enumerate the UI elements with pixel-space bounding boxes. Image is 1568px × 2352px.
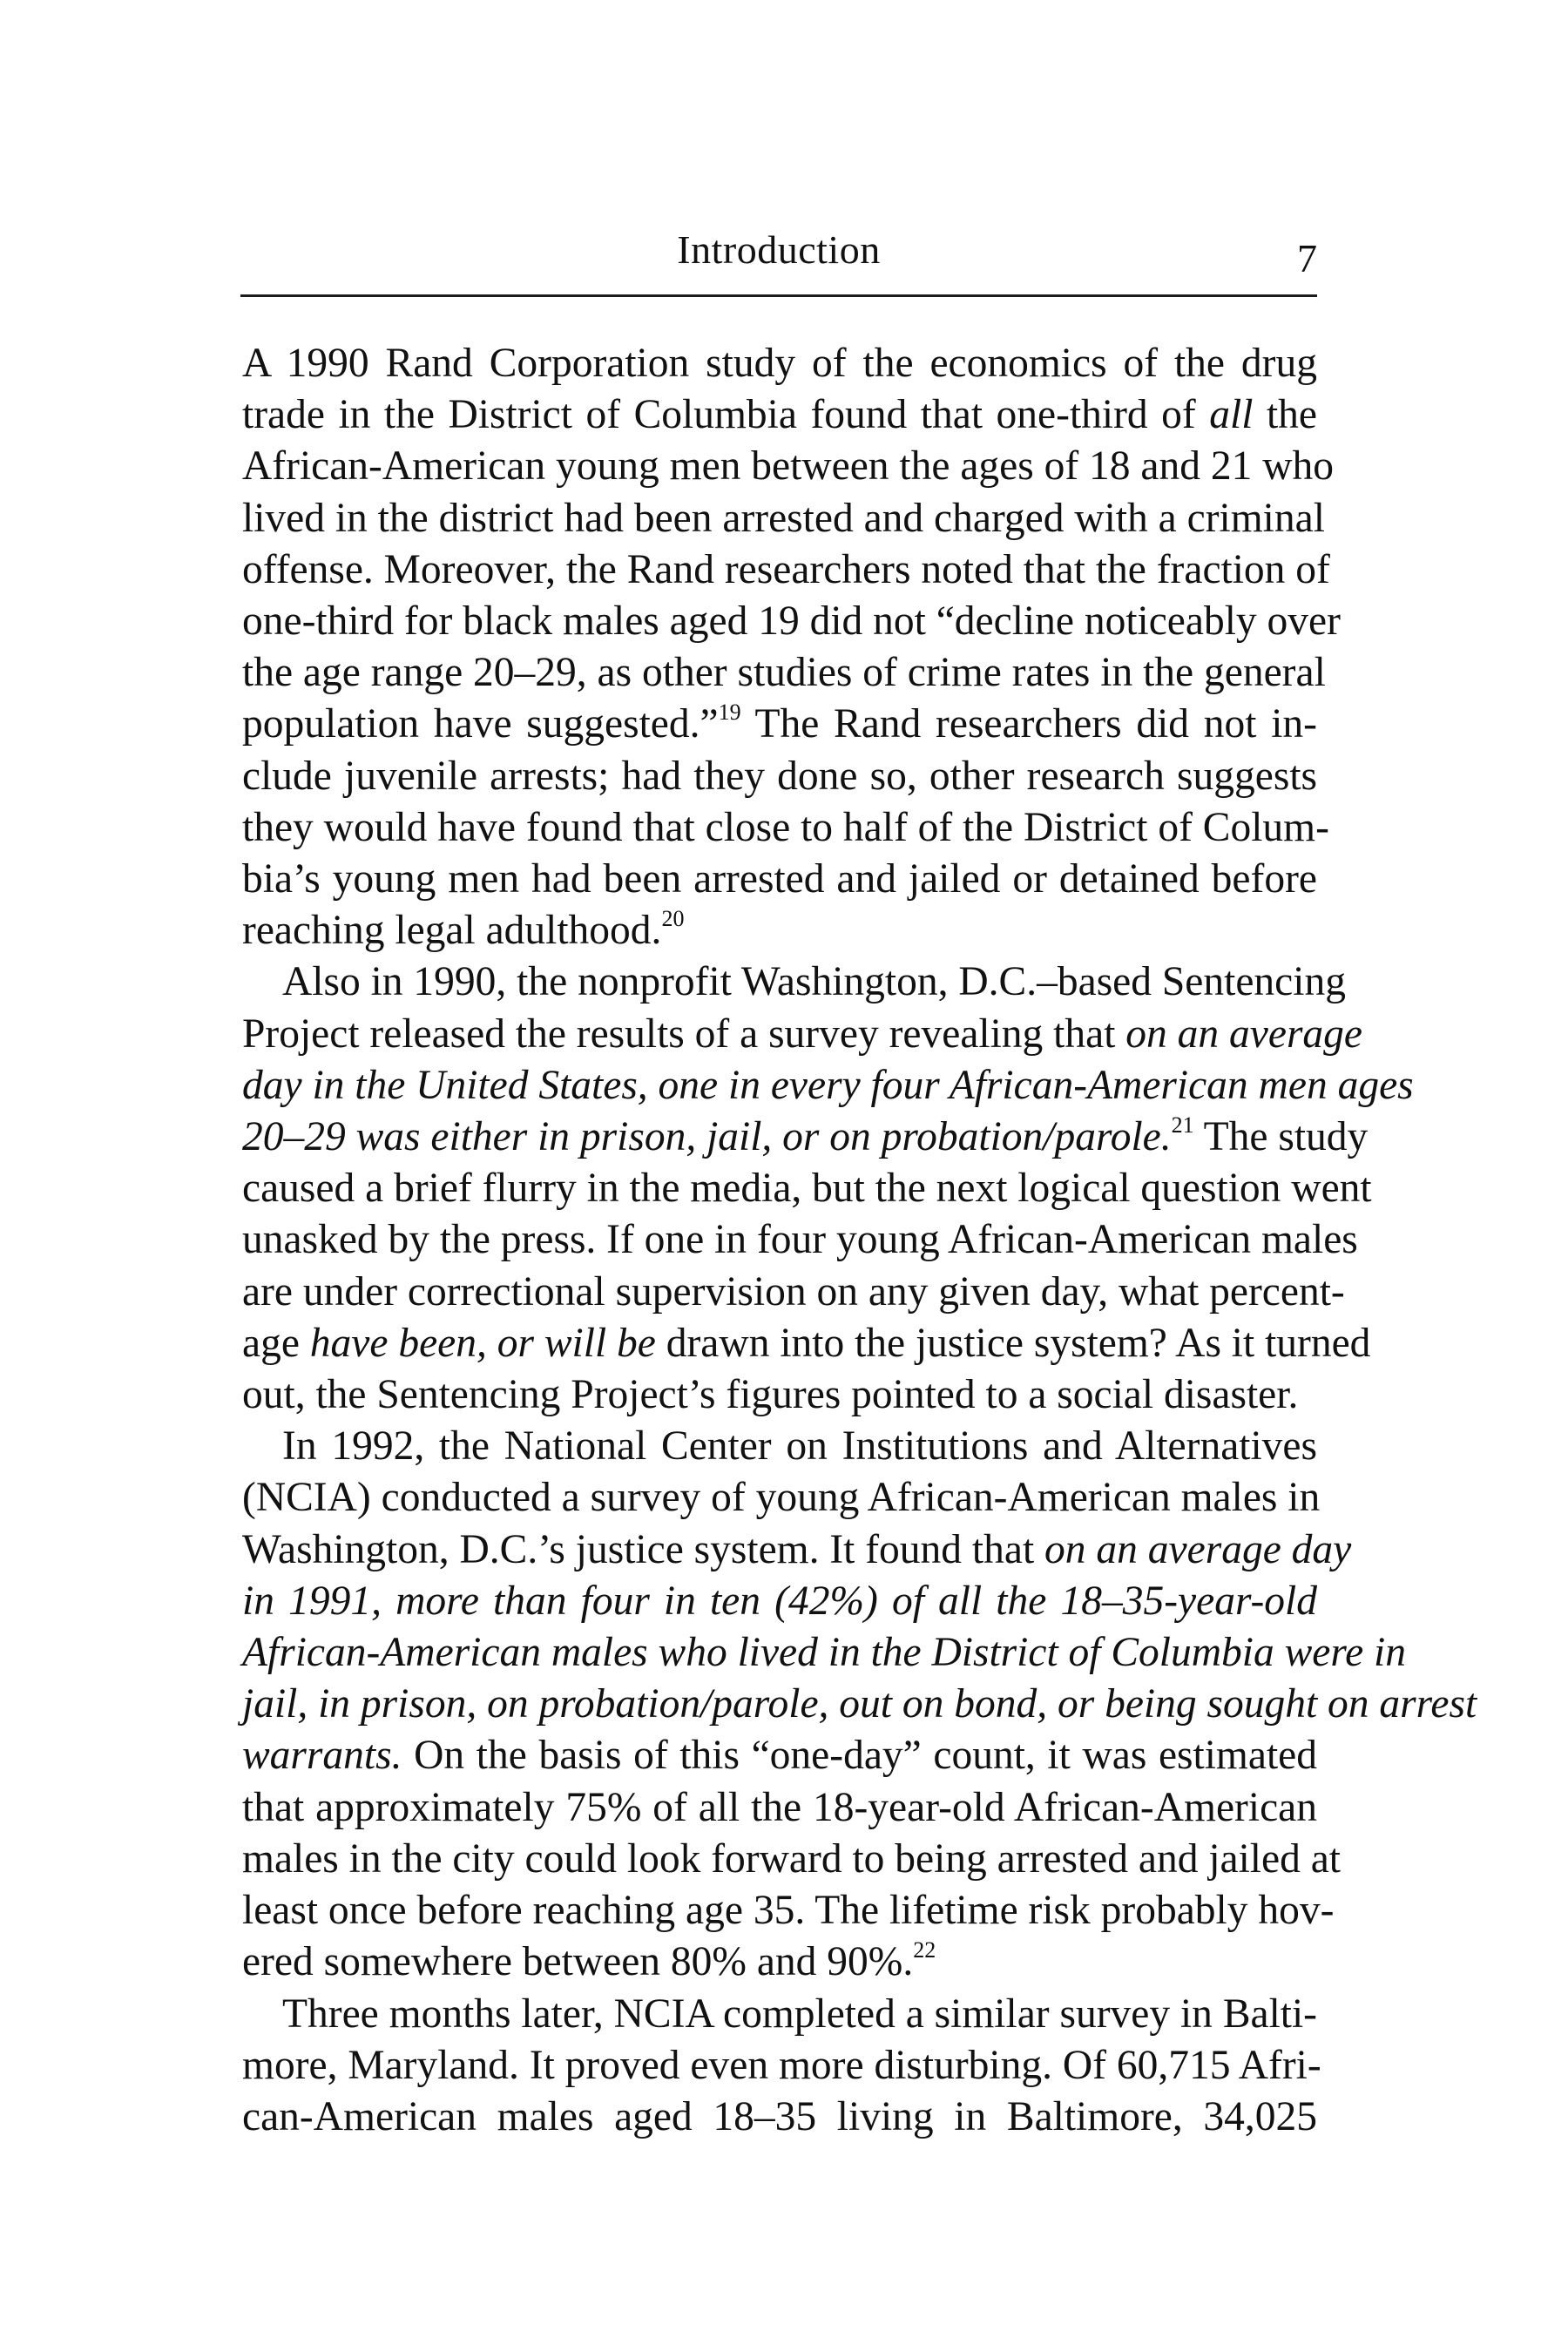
text-line: [242, 1421, 1317, 1472]
text-run: trade in the District of Columbia found that one-third of: [242, 392, 1210, 438]
emphasis-text: day in the United States, one in every four African-American men ages: [242, 1062, 1414, 1108]
text-line: [242, 956, 1346, 1008]
text-run: least once before reaching age 35. The lifetime risk probably hov-: [242, 1888, 1335, 1934]
text-line: [242, 389, 1317, 441]
text-line: [242, 1782, 1317, 1834]
emphasis-text: in 1991, more than four in ten (42%) of all the 18–35-year-old: [242, 1578, 1317, 1624]
text-run: that approximately 75% of all the 18-year-old African-American: [242, 1784, 1317, 1830]
note-reference: 19: [718, 700, 741, 726]
text-run: drawn into the justice system? As it turned: [655, 1320, 1371, 1366]
text-run: African-American young men between the ages of 18 and 21 who: [242, 443, 1335, 490]
text-run: population have suggested.”: [242, 701, 719, 747]
text-line: [242, 1730, 1317, 1781]
text-line: [242, 1009, 1363, 1060]
text-line: [242, 1885, 1335, 1936]
text-line: [242, 699, 1317, 750]
text-run: In 1992, the National Center on Institutions and Alternatives: [282, 1423, 1317, 1470]
text-run: A 1990 Rand Corporation study of the economics of the drug: [242, 341, 1317, 386]
text-line: [242, 2040, 1321, 2092]
text-line: [242, 1318, 1371, 1369]
text-line: [242, 802, 1329, 854]
text-line: [242, 338, 1317, 389]
text-line: [242, 1060, 1414, 1112]
emphasis-text: all: [1209, 392, 1254, 438]
text-run: the age range 20–29, as other studies of crime rates in the general: [242, 650, 1326, 696]
text-line: [242, 751, 1317, 802]
text-run: are under correctional supervision on any given day, what percent-: [242, 1268, 1345, 1315]
text-line: [242, 544, 1330, 596]
text-run: Washington, D.C.’s justice system. It found that: [242, 1526, 1045, 1572]
text-line: [242, 596, 1341, 647]
text-run: offense. Moreover, the Rand researchers noted that the fraction of: [242, 546, 1330, 592]
body-text: [242, 338, 1477, 2143]
emphasis-text: 20–29 was either in prison, jail, or on probation/parole.: [242, 1114, 1172, 1160]
text-line: [242, 647, 1326, 699]
text-line: [242, 441, 1335, 492]
page-number: 7: [1297, 236, 1317, 280]
running-head: Introduction: [677, 227, 881, 272]
text-run: reaching legal adulthood.: [242, 908, 662, 954]
emphasis-text: jail, in prison, on probation/parole, out on bond, or being sought on arrest: [242, 1681, 1477, 1727]
text-run: clude juvenile arrests; had they done so, other research suggests: [242, 753, 1317, 799]
text-run: The Rand researchers did not in-: [740, 701, 1317, 747]
text-line: [242, 1472, 1321, 1524]
text-run: (NCIA) conducted a survey of young African-American males in: [242, 1475, 1321, 1521]
note-reference: 21: [1171, 1112, 1194, 1139]
paragraph: [242, 338, 1341, 956]
text-line: [242, 1834, 1341, 1885]
text-run: can-American males aged 18–35 living in Baltimore, 34,025: [242, 2093, 1317, 2139]
note-reference: 20: [661, 906, 685, 932]
text-run: they would have found that close to half of the District of Colum-: [242, 804, 1329, 850]
paragraph: [242, 1421, 1477, 1988]
text-run: caused a brief flurry in the media, but the next logical question went: [242, 1166, 1372, 1212]
text-run: On the basis of this “one-day” count, it was estimated: [402, 1733, 1317, 1779]
text-line: [242, 854, 1317, 905]
text-run: one-third for black males aged 19 did not “decline noticeably over: [242, 598, 1341, 645]
text-run: The study: [1193, 1114, 1369, 1160]
text-run: the: [1253, 392, 1317, 438]
text-run: out, the Sentencing Project’s figures pointed to a social disaster.: [242, 1372, 1299, 1418]
text-line: [242, 1369, 1317, 1421]
text-run: lived in the district had been arrested and charged with a criminal: [242, 495, 1325, 541]
paragraph: [242, 1989, 1321, 2144]
text-line: [242, 905, 1317, 956]
text-line: [242, 1524, 1352, 1576]
text-run: Three months later, NCIA completed a similar survey in Balti-: [282, 1990, 1317, 2037]
text-line: [242, 1112, 1369, 1163]
text-line: [242, 1267, 1345, 1318]
text-line: [242, 1627, 1406, 1679]
text-run: Project released the results of a survey revealing that: [242, 1010, 1126, 1057]
text-run: Also in 1990, the nonprofit Washington, D.C.–based Sentencing: [282, 959, 1346, 1005]
text-line: [242, 493, 1325, 544]
text-line: [242, 1576, 1317, 1627]
emphasis-text: warrants.: [242, 1733, 402, 1779]
note-reference: 22: [913, 1937, 936, 1963]
text-line: [242, 1989, 1317, 2040]
emphasis-text: have been, or will be: [309, 1320, 656, 1366]
text-line: [242, 1214, 1358, 1266]
header-rule: [240, 294, 1317, 297]
text-run: ered somewhere between 80% and 90%.: [242, 1939, 914, 1985]
text-run: more, Maryland. It proved even more disturbing. Of 60,715 Afri-: [242, 2042, 1321, 2088]
emphasis-text: African-American males who lived in the District of Columbia were in: [242, 1630, 1406, 1676]
page-header: [240, 220, 1317, 298]
text-run: unasked by the press. If one in four young African-American males: [242, 1217, 1358, 1263]
text-line: [242, 1936, 1317, 1988]
emphasis-text: on an average: [1125, 1010, 1363, 1057]
text-line: [242, 1163, 1372, 1214]
text-run: age: [242, 1320, 310, 1366]
paragraph: [242, 956, 1414, 1421]
text-run: bia’s young men had been arrested and jailed or detained before: [242, 856, 1317, 902]
emphasis-text: on an average day: [1044, 1526, 1352, 1572]
text-line: [242, 2092, 1317, 2143]
text-line: [242, 1679, 1477, 1730]
text-run: males in the city could look forward to being arrested and jailed at: [242, 1835, 1341, 1882]
